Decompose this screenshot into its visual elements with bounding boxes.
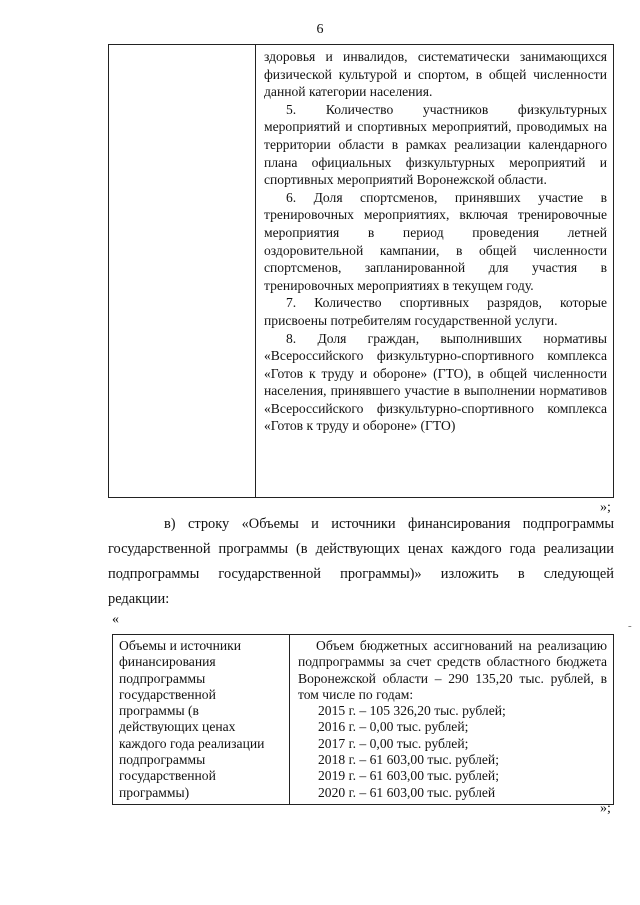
financing-label-line: финансирования [119, 654, 216, 670]
financing-label-line: государственной [119, 686, 216, 702]
paragraph-line: государственной программы (в действующих ценах каждого года реализации [108, 541, 614, 557]
financing-label-line: подпрограммы [119, 670, 206, 686]
financing-intro: Объем бюджетных ассигнований на реализацию подпрограммы за счет средств областного бюджета Воронежской области – 290 135,20 тыс. рублей, в том числе по годам: [298, 638, 607, 702]
financing-label-line: программы (в [119, 703, 199, 719]
financing-label-line: действующих ценах [119, 719, 236, 735]
financing-label-line: программы) [119, 784, 190, 800]
indicator-line-continuation: здоровья и инвалидов, систематически занимающихся физической культурой и спортом, в общей численности данной категории населения. [264, 49, 607, 100]
financing-table [112, 634, 614, 805]
indicator-7: 7. Количество спортивных разрядов, которые присвоены потребителям государственной услуги. [264, 295, 607, 328]
financing-year-2018: 2018 г. – 61 603,00 тыс. рублей; [318, 752, 499, 768]
closing-quote-1: »; [600, 500, 611, 515]
financing-label-line: государственной [119, 768, 216, 784]
paragraph-line: в) строку «Объемы и источники финансирования подпрограммы [164, 516, 614, 532]
opening-quote: « [112, 612, 119, 627]
financing-value-cell [290, 635, 614, 805]
financing-label-line: Объемы и источники [119, 638, 242, 653]
financing-label-line: подпрограммы [119, 752, 206, 768]
financing-year-2020: 2020 г. – 61 603,00 тыс. рублей [318, 784, 496, 800]
financing-year-2019: 2019 г. – 61 603,00 тыс. рублей; [318, 768, 499, 784]
financing-year-2015: 2015 г. – 105 326,20 тыс. рублей; [318, 703, 506, 719]
paragraph-line: подпрограммы государственной программы)» изложить в следующей [108, 566, 614, 582]
indicators-table-text-cell [256, 45, 614, 498]
amendment-paragraph [108, 512, 614, 612]
financing-year-2016: 2016 г. – 0,00 тыс. рублей; [318, 719, 469, 735]
closing-quote-2: »; [600, 801, 611, 816]
financing-year-2017: 2017 г. – 0,00 тыс. рублей; [318, 735, 469, 751]
page-number: 6 [316, 22, 324, 37]
indicators-table [108, 44, 614, 498]
margin-mark: - [628, 620, 632, 632]
indicators-table-empty-cell [109, 45, 256, 498]
indicator-5: 5. Количество участников физкультурных мероприятий и спортивных мероприятий, проводимых на территории области в рамках реализации календарного плана официальных физкультурных мероприятий и спортивных мероприятий Воронежской области. [264, 101, 607, 188]
financing-label-line: каждого года реализации [119, 735, 265, 751]
indicator-6: 6. Доля спортсменов, принявших участие в тренировочных мероприятиях, включая тренировочные мероприятия в период проведения летней оздоровительной кампании, в общей численности спортсменов, запланированной для участия в тренировочных мероприятиях в текущем году. [264, 189, 607, 293]
paragraph-line: редакции: [108, 591, 170, 607]
indicator-8: 8. Доля граждан, выполнивших нормативы «Всероссийского физкультурно-спортивного комплекса «Готов к труду и обороне» (ГТО), в общей численности населения, принявшего участие в выполнении нормативов «Всероссийского физкультурно-спортивного комплекса «Готов к труду и обороне» (ГТО) [264, 330, 607, 434]
financing-label-cell [113, 635, 290, 805]
